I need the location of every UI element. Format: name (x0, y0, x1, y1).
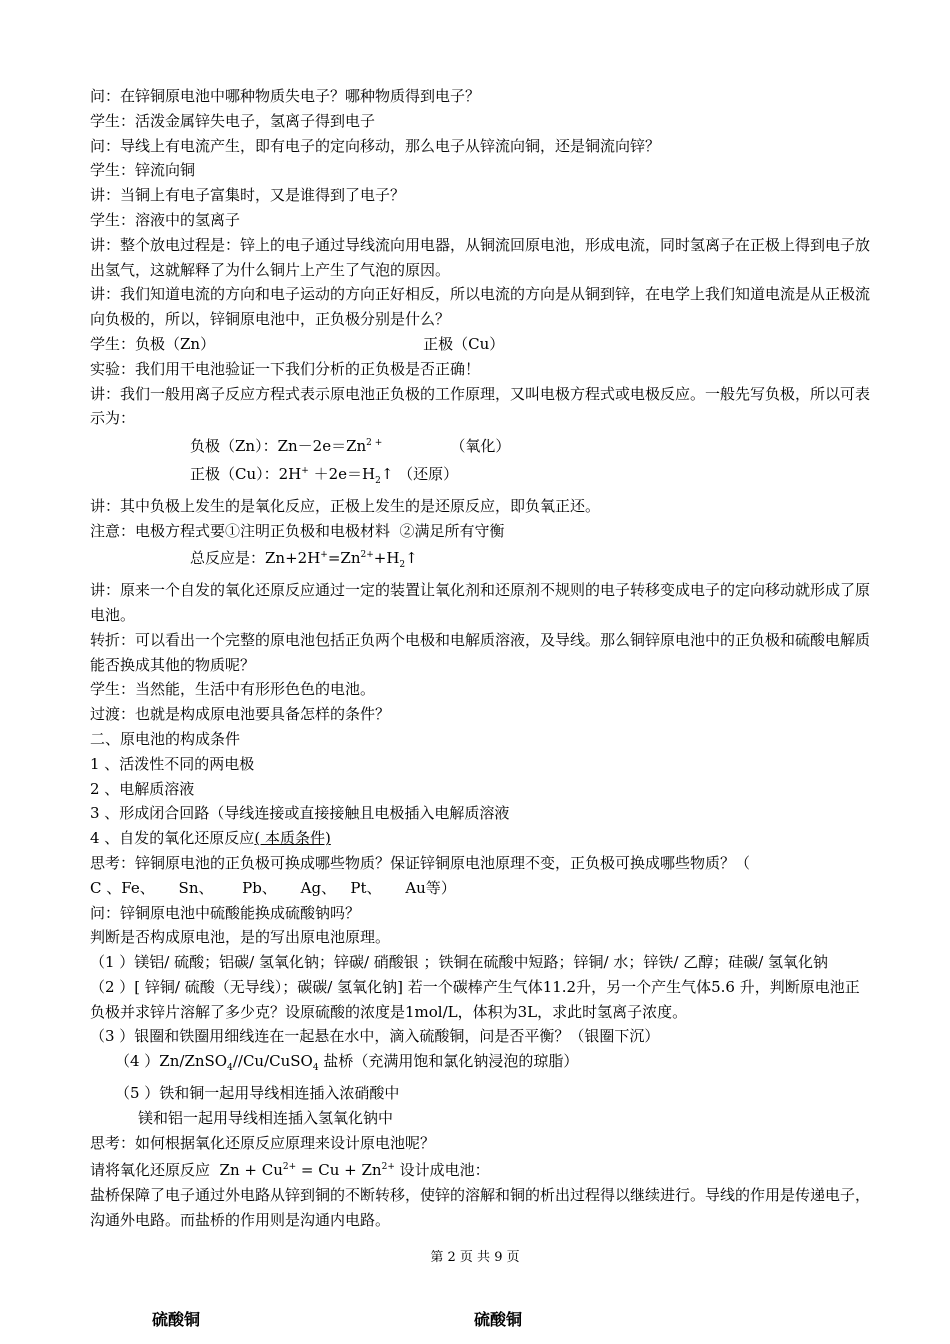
positive-electrode-answer: 正极（Cu） (423, 334, 505, 353)
text-line: 学生：当然能，生活中有形形色色的电池。 (90, 680, 376, 699)
diagram-label-right: 硫酸铜 (474, 1310, 523, 1329)
text-line: 思考：锌铜原电池的正负极可换成哪些物质？保证锌铜原电池原理不变，正负极可换成哪些物质？（ (90, 853, 751, 872)
negative-electrode-answer: 学生：负极（Zn） (90, 334, 216, 353)
text-line: 问：导线上有电流产生，即有电子的定向移动，那么电子从锌流向铜，还是铜流向锌？ (90, 136, 661, 155)
student-answer-line (90, 332, 870, 357)
exercise-item: （1 ）镁铝/ 硫酸；铝碳/ 氢氧化钠；锌碳/ 硝酸银 ；铁铜在硫酸中短路；锌铜/ 水；锌铁/ 乙醇；硅碳/ 氢氧化钠 (90, 953, 829, 972)
exercise-item: （5 ）铁和铜一起用导线相连插入浓硝酸中 (115, 1084, 400, 1103)
list-item: 2 、电解质溶液 (90, 779, 195, 798)
list-item: 3 、形成闭合回路（导线连接或直接接触且电极插入电解质溶液 (90, 804, 510, 823)
exercise-item: 镁和铝一起用导线相连插入氢氧化钠中 (138, 1108, 394, 1127)
equation-total: 总反应是：$Zn+2H^+=Zn^{2+}+H_2↑$ (190, 549, 418, 571)
equation-positive: 正极（Cu）：$2H^+ +2e=H_2↑$ （还原） (190, 464, 459, 486)
section-heading: 二、原电池的构成条件 (90, 729, 241, 748)
text-line: 注意：电极方程式要①注明正负极和电极材料 ②满足所有守衡 (90, 521, 505, 540)
reaction-design-line: 请将氧化还原反应 $Zn + Cu^{2+} = Cu + Zn^{2+}$ 设计成电池： (90, 1161, 490, 1180)
text-paragraph: 盐桥保障了电子通过外电路从锌到铜的不断转移，使锌的溶解和铜的析出过程得以继续进行。导线的作用是传递电子，沟通外电路。而盐桥的作用则是沟通内电路。 (90, 1186, 871, 1230)
text-line: 学生：锌流向铜 (90, 161, 196, 180)
exercise-item: （3 ）银圈和铁圈用细线连在一起悬在水中，滴入硫酸铜，问是否平衡？（银圈下沉） (90, 1027, 660, 1046)
diagram-label-left: 硫酸铜 (152, 1310, 201, 1329)
text-line: 讲：当铜上有电子富集时，又是谁得到了电子？ (90, 186, 406, 205)
text-line: 过渡：也就是构成原电池要具备怎样的条件？ (90, 705, 391, 724)
text-line: 问：在锌铜原电池中哪种物质失电子？哪种物质得到电子？ (90, 87, 481, 105)
text-line: 实验：我们用干电池验证一下我们分析的正负极是否正确！ (90, 359, 481, 378)
list-item: 1 、活泼性不同的两电极 (90, 754, 255, 773)
text-line: 问：锌铜原电池中硫酸能换成硫酸钠吗？ (90, 903, 361, 922)
text-paragraph: 讲：整个放电过程是：锌上的电子通过导线流向用电器，从铜流回原电池，形成电流，同时氢离子在正极上得到电子放出氢气，这就解释了为什么铜片上产生了气泡的原因。 (90, 235, 871, 279)
text-line: 思考：如何根据氧化还原反应原理来设计原电池呢？ (90, 1133, 436, 1152)
text-paragraph: 讲：我们知道电流的方向和电子运动的方向正好相反，所以电流的方向是从铜到锌，在电学上我们知道电流是从正极流向负极的，所以，锌铜原电池中，正负极分别是什么？ (90, 285, 871, 329)
text-line: 讲：其中负极上发生的是氧化反应，正极上发生的是还原反应，即负氧正还。 (90, 496, 601, 515)
page-footer: 第 2 页 共 9 页 (430, 1250, 520, 1265)
text-paragraph: 转折：可以看出一个完整的原电池包括正负两个电极和电解质溶液，及导线。那么铜锌原电池中的正负极和硫酸电解质能否换成其他的物质呢？ (90, 630, 871, 674)
document-body (90, 84, 870, 1233)
essential-condition-note: ( 本质条件) (254, 829, 331, 848)
text-line: C 、Fe、 Sn、 Pb、 Ag、 Pt、 Au等） (90, 878, 456, 897)
text-line: 判断是否构成原电池，是的写出原电池原理。 (90, 928, 391, 947)
equation-negative: 负极（Zn）：$Zn-2e=Zn^{2 +}$ （氧化） (190, 437, 511, 456)
exercise-item: （2 ）[ 锌铜/ 硫酸（无导线）；碳碳/ 氢氧化钠] 若一个碳棒产生气体11.2升，另一个产生气体5.6 升，判断原电池正负极并求锌片溶解了多少克？设原硫酸的浓度是1mol/L，体积为3L，求此时氢离子浓度。 (90, 977, 860, 1021)
exercise-item: （4 ）Zn/ZnSO$_4$//Cu/CuSO$_4$ 盐桥（充满用饱和氯化钠浸泡的琼脂） (115, 1052, 579, 1074)
text-line: 学生：溶液中的氢离子 (90, 210, 241, 229)
text-paragraph: 讲：我们一般用离子反应方程式表示原电池正负极的工作原理，又叫电极方程式或电极反应。一般先写负极，所以可表示为： (90, 384, 871, 428)
text-paragraph: 讲：原来一个自发的氧化还原反应通过一定的装置让氧化剂和还原剂不规则的电子转移变成电子的定向移动就形成了原电池。 (90, 581, 871, 624)
text-line: 学生：活泼金属锌失电子，氢离子得到电子 (90, 111, 376, 130)
list-item: 4 、自发的氧化还原反应( 本质条件) (90, 829, 331, 848)
